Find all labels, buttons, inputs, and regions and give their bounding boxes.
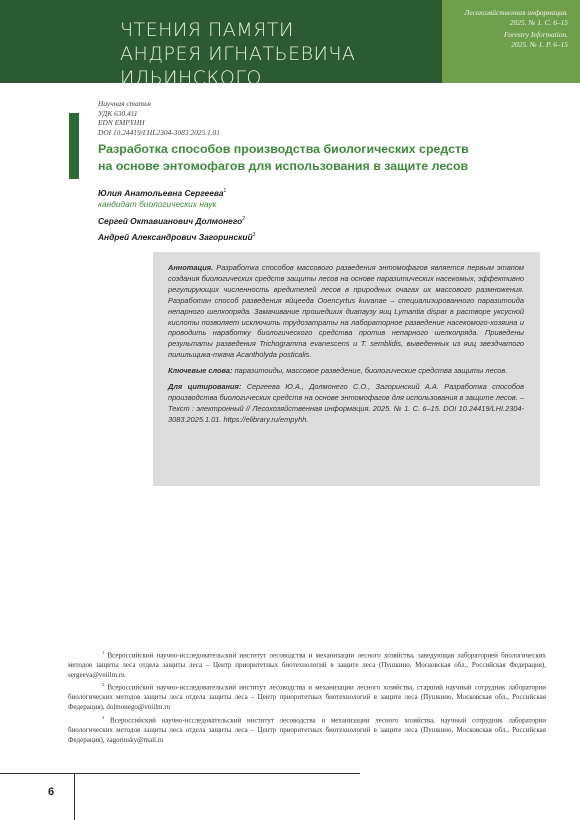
article-udk: УДК 630.411 [98, 108, 138, 118]
author-3 [98, 230, 255, 243]
footer-rule [0, 773, 360, 774]
series-title-line2: АНДРЕЯ ИГНАТЬЕВИЧА ИЛЬИНСКОГО [120, 43, 356, 89]
footnote-mark: 2 [102, 682, 105, 688]
series-title-line1: ЧТЕНИЯ ПАМЯТИ [120, 19, 294, 41]
abstract [168, 263, 524, 361]
abstract-box [153, 252, 540, 486]
footnotes [68, 648, 546, 745]
footnote-mark: 1 [102, 650, 105, 655]
article-type: Научная статья [98, 99, 151, 108]
author-mark: 2 [242, 215, 245, 222]
author-mark: 1 [223, 188, 227, 194]
journal-name-ru: Лесохозяйственная информация. [464, 8, 568, 17]
series-title [120, 18, 442, 90]
article-doi: DOI 10.24419/LHI.2304-3083.2025.1.01 [98, 127, 220, 137]
author-mark: 3 [252, 232, 256, 239]
journal-name-en: Forestry Information. [503, 30, 568, 40]
footnote-3 [68, 713, 546, 745]
author-degree: кандидат биологических наук [98, 199, 217, 210]
citation-label: Для цитирования: [168, 382, 242, 392]
footnote-text: Всероссийский научно-исследовательский институт лесоводства и механизации лесного хозяйства, научный сотрудник лаборатории биологических методов защиты леса отдела защиты леса – Центр приоритетных биотехнологий в защите леса (Пушкино, Московская обл., Российская Федерация), zagorinsky@mail.ru [68, 716, 546, 744]
accent-bar [69, 113, 79, 179]
keywords-text: паразитоиды, массовое разведение, биологические средства защиты лесов. [234, 366, 508, 376]
citation [168, 382, 524, 426]
journal-citation-ru: 2025. № 1. С. 6–15 [509, 17, 568, 27]
citation-text: Сергеева Ю.А., Долмонего С.О., Загоринский А.А. Разработка способов производства биологических средств на основе энтомофагов для использования в защите лесов. – Текст : электронный // Лесохозяйственная информация. 2025. № 1. С. 6–15. DOI 10.24419/LHI.2304-3083.2025.1.01. https://elibrary.ru/empyhh. [168, 382, 524, 424]
journal-info-band [442, 0, 580, 83]
author-2 [98, 214, 255, 227]
footnote-2 [68, 680, 546, 712]
keywords [168, 366, 524, 377]
author-name: Юлия Анатольевна Сергеева [98, 187, 224, 198]
abstract-label: Аннотация. [168, 263, 214, 272]
author-name: Андрей Александрович Загоринский [98, 231, 253, 242]
author-1 [98, 186, 255, 199]
abstract-content [168, 263, 524, 431]
footnote-1 [68, 648, 546, 680]
journal-info [442, 8, 568, 49]
footer-divider [74, 773, 75, 820]
article-title: Разработка способов производства биологических средств на основе энтомофагов для использования в защите лесов [98, 142, 469, 173]
article-edn: EDN EMPYHH [98, 118, 145, 127]
keywords-label: Ключевые слова: [168, 366, 233, 376]
page-number: 6 [48, 786, 55, 798]
header-band [0, 0, 442, 89]
author-name: Сергей Октавианович Долмонего [98, 215, 243, 226]
article-meta [98, 99, 220, 137]
abstract-text: Разработка способов массового разведения энтомофагов является первым этапом создания биологических средств защиты лесов на основе паразитических насекомых, эффективно регулирующих численность вредителей лесов в природных очагах их массового размножения. Разработан способ разведения яйцееда Ooencyrtus kuvanae – специализированного паразитоида непарного шелкопряда. Замачивание прошедших диапаузу яиц Lymantia dispar в растворе уксусной кислоты позволяет исключить трудозатраты на лабораторное разведение насекомого-хозяина и проводить наработку биологического средства против непарного шелкопряда. Приведены результаты разведения Trichogramma evanescens и T. semblidis, выведенных из яиц звездчатого пилильщика-ткача Acantholyda posticalis. [168, 263, 524, 360]
footnote-mark: 3 [102, 714, 105, 720]
author-list [98, 186, 255, 243]
footnote-text: Всероссийский научно-исследовательский институт лесоводства и механизации лесного хозяйства, старший научный сотрудник лаборатории биологических методов защиты леса отдела защиты леса – Центр приоритетных биотехнологий в защите леса (Пушкино, Московская обл., Российская Федерация), dolmonego@vniilm.ru [68, 683, 547, 712]
footnote-text: Всероссийский научно-исследовательский институт лесоводства и механизации лесного хозяйства, заведующая лабораторией биологических методов защиты леса отдела защиты леса – Центр приоритетных биотехнологий в защите леса (Пушкино, Московская обл., Российская Федерация), sergeeva@vniilm.ru [68, 651, 547, 679]
journal-citation-en: 2025. № 1. P. 6–15 [511, 39, 568, 49]
